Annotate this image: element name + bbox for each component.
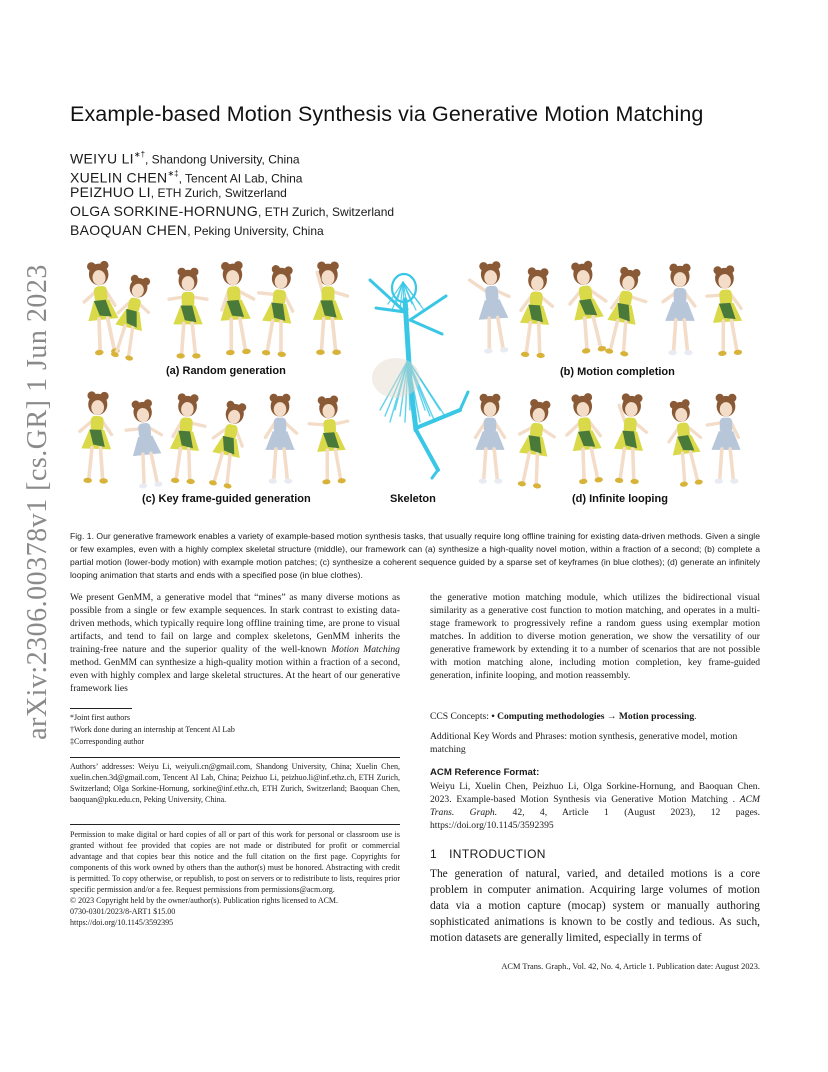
permission-rule [70, 824, 400, 825]
acm-reference-heading: ACM Reference Format: [430, 767, 540, 778]
dancer-figure [78, 391, 113, 484]
skeleton-figure [370, 274, 468, 478]
author-entry [70, 221, 394, 240]
author-affiliation: , Peking University, China [187, 224, 324, 238]
author-entry [70, 183, 394, 202]
teaser-figure [70, 260, 760, 520]
abstract-paragraph: the generative motion matching module, which utilizes the bidirectional visual similarity as a generative cost function to motion matching, and operates in a multi-stage framework to progressively refine a random guess using exemplar motion matches. In addition to diverse motion generation, we show the versatility of our generative framework by extending it to a number of scenarios that are not possible with motion matching alone, including motion completion, key frame-guided generation, infinite looping, and motion reassembly. [430, 592, 760, 681]
dancer-figure [612, 393, 649, 485]
footnote: †Work done during an internship at Tencent AI Lab [70, 725, 235, 734]
author-name: PEIZHUO LI [70, 184, 151, 200]
abstract-left [70, 591, 400, 695]
label-random-generation: (a) Random generation [166, 365, 286, 377]
dancer-figure [564, 260, 612, 355]
figure-illustration [70, 260, 760, 520]
label-keyframe-generation: (c) Key frame-guided generation [142, 493, 311, 505]
running-footer: ACM Trans. Graph., Vol. 42, No. 4, Article 1. Publication date: August 2023. [501, 962, 760, 971]
intro-paragraph: The generation of natural, varied, and detailed motions is a core problem in computer animation. Acquiring large volumes of motion data via a motion capture (mocap) system or manually authoring sophisticated animations is known to be costly and tedious. As such, motion datasets are generally limited, especially in terms of [430, 868, 760, 944]
dancer-figure [563, 392, 606, 485]
dancer-figure [705, 265, 744, 357]
dancer-figure [168, 393, 207, 485]
author-name: BAOQUAN CHEN [70, 222, 188, 238]
abstract-text: method. GenMM can synthesize a high-quality motion within a fraction of a second, even with highly complex and large skeletal structures. At the heart of our generative framework lies [70, 657, 400, 694]
section-heading [430, 847, 546, 861]
dancer-figure [663, 398, 707, 488]
author-affiliation: , Shandong University, China [145, 152, 300, 167]
author-affiliation: , Tencent AI Lab, China [178, 171, 303, 186]
dancer-figure [216, 260, 257, 356]
permission-text: Permission to make digital or hard copies of all or part of this work for personal or classroom use is granted without fee provided that copies are not made or distributed for profit or commercial advantage and that copies bear this notice and the full citation on the first page. Copyrights for components of this work owned by others than the author(s) must be honored. Abstracting with credit is permitted. To copy otherwise, or republish, to post on servers or to redistribute to lists, requires prior specific permission and/or a fee. Request permissions from permissions@acm.org. [70, 830, 400, 894]
author-entry [70, 145, 394, 167]
author-marks: ∗† [133, 150, 146, 159]
dancer-figure [518, 267, 555, 359]
dancer-figure [707, 394, 740, 484]
label-skeleton: Skeleton [390, 493, 436, 505]
author-affiliation: , ETH Zurich, Switzerland [150, 186, 287, 200]
label-infinite-looping: (d) Infinite looping [572, 493, 668, 505]
author-name: XUELIN CHEN [70, 169, 168, 186]
paper-title: Example-based Motion Synthesis via Generative Motion Matching [70, 102, 704, 126]
dancer-figure [512, 398, 559, 490]
author-affiliation: , ETH Zurich, Switzerland [258, 205, 395, 219]
ccs-concepts [430, 710, 760, 723]
dancer-figure [123, 398, 167, 489]
dancer-figure [663, 264, 695, 356]
acm-reference-rest: 42, 4, Article 1 (August 2023), 12 pages. https://doi.org/10.1145/3592395 [430, 807, 760, 831]
copyright-line: © 2023 Copyright held by the owner/author(s). Publication rights licensed to ACM. [70, 896, 339, 905]
dancer-figure [307, 395, 352, 486]
addresses-rule [70, 757, 400, 758]
acm-reference-authors: Weiyu Li, Xuelin Chen, Peizhuo Li, Olga Sorkine-Hornung, and Baoquan Chen. 2023. Example-based Motion Synthesis via Generative Motion Matching . [430, 781, 760, 805]
arxiv-identifier: arXiv:2306.00378v1 [cs.GR] 1 Jun 2023 [22, 264, 54, 740]
abstract-text: We present GenMM, a generative model that “mines” as many diverse motions as possible from a single or few example sequences. In stark contrast to existing data-driven methods, which typically require long offline training time, are prone to visual artifacts, and tend to fail on large and complex skeletons, GenMM inherits the training-free nature and the superior quality of the well-known [70, 592, 400, 655]
figure-caption: Fig. 1. Our generative framework enables a variety of example-based motion synthesis tasks, that usually require long offline training for existing data-driven methods. Given a single or few examples, even with a highly complex skeletal structure (middle), our framework can (a) synthesize a high-quality novel motion, within a fraction of a second; (b) complete a partial motion (lower-body motion) with example motion patches; (c) synthesize a coherent sequence guided by a sparse set of keyframes (in blue clothes); (d) generate an infinitely looping animation that starts and ends with a specified pose (in blue clothes). [70, 531, 760, 580]
author-addresses: Authors’ addresses: Weiyu Li, weiyuli.cn@gmail.com, Shandong University, China; Xuelin Chen, xuelin.chen.3d@gmail.com, Tencent AI Lab, China; Peizhuo Li, peizhuo.li@inf.ethz.ch, ETH Zurich, Switzerland; Olga Sorkine-Hornung, sorkine@inf.ethz.ch, ETH Zurich, Switzerland; Baoquan Chen, baoquan@pku.edu.cn, Peking University, China. [70, 762, 400, 804]
label-motion-completion: (b) Motion completion [560, 366, 675, 378]
author-name: OLGA SORKINE-HORNUNG [70, 203, 259, 219]
dancer-figure [313, 262, 348, 355]
isbn-line: 0730-0301/2023/8-ART1 $15.00 [70, 907, 176, 916]
ccs-label: CCS Concepts: [430, 711, 492, 722]
author-list [70, 145, 394, 240]
acm-reference [430, 780, 760, 832]
dancer-figure [80, 260, 122, 356]
abstract-right [430, 591, 760, 682]
abstract-paragraph [70, 591, 400, 695]
ccs-concept: Computing methodologies → Motion processing [497, 711, 695, 722]
dancer-figure [265, 394, 296, 484]
footnote-rule [70, 708, 132, 709]
footnote: ‡Corresponding author [70, 737, 144, 746]
author-name: WEIYU LI [70, 150, 134, 167]
footnote: *Joint first authors [70, 713, 130, 722]
keywords: Additional Key Words and Phrases: motion synthesis, generative model, motion matching [430, 731, 738, 755]
dancer-figure [169, 268, 207, 359]
doi-link[interactable]: https://doi.org/10.1145/3592395 [70, 918, 174, 927]
permission-block [70, 829, 400, 928]
ccs-end: . [694, 711, 697, 722]
dancer-figure [204, 399, 251, 490]
section-title: INTRODUCTION [449, 847, 546, 861]
author-entry [70, 202, 394, 221]
dancer-figure [468, 260, 512, 354]
dancer-figure [602, 265, 651, 358]
ccs-bullet: • [491, 711, 498, 722]
arxiv-sidebar [20, 264, 56, 740]
dancer-figure [475, 394, 504, 484]
acm-reference-journal: ACM Trans. Graph. [430, 794, 760, 818]
section-number: 1 [430, 847, 438, 861]
author-entry [70, 164, 394, 186]
dancer-figure [252, 264, 297, 358]
footnotes [70, 712, 235, 748]
author-marks: ∗‡ [167, 169, 179, 178]
abstract-emphasis: Motion Matching [331, 644, 400, 655]
